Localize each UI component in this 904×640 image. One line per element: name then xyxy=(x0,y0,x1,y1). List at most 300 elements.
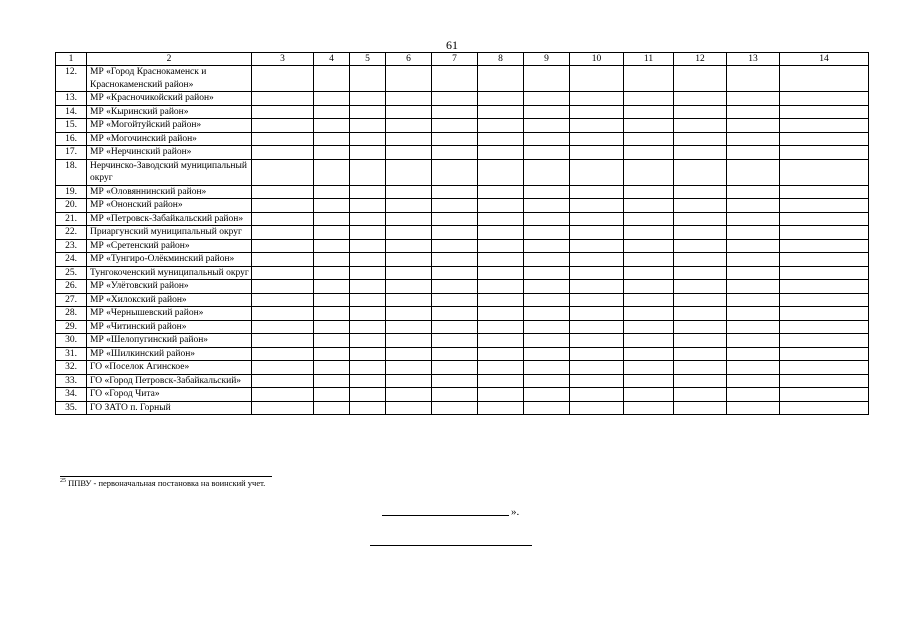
empty-cell xyxy=(624,185,674,199)
empty-cell xyxy=(624,334,674,348)
empty-cell xyxy=(478,132,524,146)
empty-cell xyxy=(570,119,624,133)
table-row xyxy=(56,199,869,213)
empty-cell xyxy=(314,185,350,199)
empty-cell xyxy=(727,119,780,133)
empty-cell xyxy=(386,307,432,321)
empty-cell xyxy=(314,334,350,348)
empty-cell xyxy=(727,132,780,146)
empty-cell xyxy=(252,307,314,321)
table-row xyxy=(56,388,869,402)
empty-cell xyxy=(624,226,674,240)
empty-cell xyxy=(478,92,524,106)
table-row xyxy=(56,132,869,146)
empty-cell xyxy=(570,307,624,321)
empty-cell xyxy=(674,92,727,106)
empty-cell xyxy=(727,159,780,185)
empty-cell xyxy=(624,253,674,267)
empty-cell xyxy=(432,280,478,294)
column-header: 8 xyxy=(478,53,524,66)
empty-cell xyxy=(350,146,386,160)
empty-cell xyxy=(674,293,727,307)
empty-cell xyxy=(478,253,524,267)
row-number: 21. xyxy=(56,212,87,226)
row-number: 34. xyxy=(56,388,87,402)
empty-cell xyxy=(524,388,570,402)
empty-cell xyxy=(780,293,869,307)
table-row xyxy=(56,374,869,388)
empty-cell xyxy=(252,146,314,160)
empty-cell xyxy=(524,334,570,348)
empty-cell xyxy=(674,239,727,253)
empty-cell xyxy=(570,159,624,185)
empty-cell xyxy=(350,185,386,199)
empty-cell xyxy=(314,226,350,240)
row-number: 12. xyxy=(56,66,87,92)
empty-cell xyxy=(727,401,780,415)
empty-cell xyxy=(314,146,350,160)
empty-cell xyxy=(524,266,570,280)
closing-quote: ». xyxy=(511,506,520,518)
empty-cell xyxy=(314,239,350,253)
table-row xyxy=(56,146,869,160)
row-number: 35. xyxy=(56,401,87,415)
empty-cell xyxy=(780,280,869,294)
empty-cell xyxy=(432,266,478,280)
empty-cell xyxy=(478,334,524,348)
empty-cell xyxy=(478,199,524,213)
empty-cell xyxy=(674,185,727,199)
empty-cell xyxy=(314,212,350,226)
municipality-name: ГО «Город Чита» xyxy=(87,388,252,402)
table-row xyxy=(56,266,869,280)
empty-cell xyxy=(624,92,674,106)
empty-cell xyxy=(478,105,524,119)
empty-cell xyxy=(478,374,524,388)
empty-cell xyxy=(780,253,869,267)
empty-cell xyxy=(727,105,780,119)
empty-cell xyxy=(624,361,674,375)
municipality-name: МР «Шелопугинский район» xyxy=(87,334,252,348)
municipality-name: Приаргунский муниципальный округ xyxy=(87,226,252,240)
empty-cell xyxy=(432,401,478,415)
table-row xyxy=(56,401,869,415)
empty-cell xyxy=(432,388,478,402)
empty-cell xyxy=(478,239,524,253)
empty-cell xyxy=(624,146,674,160)
empty-cell xyxy=(314,199,350,213)
row-number: 19. xyxy=(56,185,87,199)
empty-cell xyxy=(386,374,432,388)
table-row xyxy=(56,253,869,267)
row-number: 13. xyxy=(56,92,87,106)
empty-cell xyxy=(432,239,478,253)
empty-cell xyxy=(478,212,524,226)
row-number: 22. xyxy=(56,226,87,240)
empty-cell xyxy=(386,334,432,348)
empty-cell xyxy=(674,119,727,133)
empty-cell xyxy=(432,132,478,146)
empty-cell xyxy=(386,320,432,334)
column-header: 2 xyxy=(87,53,252,66)
empty-cell xyxy=(674,132,727,146)
column-header: 11 xyxy=(624,53,674,66)
empty-cell xyxy=(478,347,524,361)
empty-cell xyxy=(252,347,314,361)
empty-cell xyxy=(386,92,432,106)
empty-cell xyxy=(432,334,478,348)
empty-cell xyxy=(350,334,386,348)
row-number: 20. xyxy=(56,199,87,213)
empty-cell xyxy=(478,66,524,92)
municipality-name: МР «Нерчинский район» xyxy=(87,146,252,160)
column-header: 1 xyxy=(56,53,87,66)
empty-cell xyxy=(780,199,869,213)
empty-cell xyxy=(252,66,314,92)
empty-cell xyxy=(350,253,386,267)
municipality-name: МР «Шилкинский район» xyxy=(87,347,252,361)
empty-cell xyxy=(350,293,386,307)
table-row xyxy=(56,159,869,185)
column-header: 4 xyxy=(314,53,350,66)
municipality-name: МР «Сретенский район» xyxy=(87,239,252,253)
row-number: 31. xyxy=(56,347,87,361)
empty-cell xyxy=(386,266,432,280)
empty-cell xyxy=(314,253,350,267)
column-header: 13 xyxy=(727,53,780,66)
empty-cell xyxy=(624,401,674,415)
empty-cell xyxy=(570,401,624,415)
empty-cell xyxy=(314,280,350,294)
empty-cell xyxy=(524,212,570,226)
empty-cell xyxy=(350,280,386,294)
empty-cell xyxy=(314,92,350,106)
municipality-name: Нерчинско-Заводский муниципальный округ xyxy=(87,159,252,185)
empty-cell xyxy=(252,185,314,199)
empty-cell xyxy=(780,374,869,388)
table-row xyxy=(56,280,869,294)
empty-cell xyxy=(727,185,780,199)
empty-cell xyxy=(780,226,869,240)
empty-cell xyxy=(478,266,524,280)
empty-cell xyxy=(624,266,674,280)
empty-cell xyxy=(314,320,350,334)
empty-cell xyxy=(314,307,350,321)
municipality-name: МР «Хилокский район» xyxy=(87,293,252,307)
empty-cell xyxy=(252,280,314,294)
empty-cell xyxy=(350,92,386,106)
empty-cell xyxy=(432,361,478,375)
row-number: 16. xyxy=(56,132,87,146)
empty-cell xyxy=(780,159,869,185)
empty-cell xyxy=(727,239,780,253)
empty-cell xyxy=(780,185,869,199)
empty-cell xyxy=(624,320,674,334)
municipality-name: ГО «Поселок Агинское» xyxy=(87,361,252,375)
empty-cell xyxy=(524,185,570,199)
row-number: 14. xyxy=(56,105,87,119)
empty-cell xyxy=(524,159,570,185)
empty-cell xyxy=(350,307,386,321)
empty-cell xyxy=(780,119,869,133)
empty-cell xyxy=(432,105,478,119)
table-header-row xyxy=(56,53,869,66)
empty-cell xyxy=(624,307,674,321)
empty-cell xyxy=(478,226,524,240)
empty-cell xyxy=(386,146,432,160)
empty-cell xyxy=(386,185,432,199)
empty-cell xyxy=(478,361,524,375)
empty-cell xyxy=(624,347,674,361)
empty-cell xyxy=(252,132,314,146)
row-number: 24. xyxy=(56,253,87,267)
empty-cell xyxy=(727,361,780,375)
empty-cell xyxy=(252,105,314,119)
empty-cell xyxy=(780,401,869,415)
empty-cell xyxy=(674,374,727,388)
empty-cell xyxy=(524,280,570,294)
footnote xyxy=(60,478,265,488)
empty-cell xyxy=(524,239,570,253)
report-table xyxy=(55,52,869,415)
empty-cell xyxy=(350,212,386,226)
empty-cell xyxy=(674,253,727,267)
empty-cell xyxy=(624,132,674,146)
column-header: 14 xyxy=(780,53,869,66)
empty-cell xyxy=(432,307,478,321)
empty-cell xyxy=(524,226,570,240)
empty-cell xyxy=(386,212,432,226)
municipality-name: МР «Улётовский район» xyxy=(87,280,252,294)
empty-cell xyxy=(674,199,727,213)
empty-cell xyxy=(314,66,350,92)
empty-cell xyxy=(727,293,780,307)
empty-cell xyxy=(314,132,350,146)
empty-cell xyxy=(524,401,570,415)
empty-cell xyxy=(252,253,314,267)
table-row xyxy=(56,226,869,240)
municipality-name: ГО «Город Петровск-Забайкальский» xyxy=(87,374,252,388)
row-number: 18. xyxy=(56,159,87,185)
row-number: 25. xyxy=(56,266,87,280)
empty-cell xyxy=(570,132,624,146)
empty-cell xyxy=(780,92,869,106)
municipality-name: МР «Могойтуйский район» xyxy=(87,119,252,133)
empty-cell xyxy=(624,199,674,213)
empty-cell xyxy=(314,401,350,415)
page-number: 61 xyxy=(446,38,458,52)
empty-cell xyxy=(478,185,524,199)
empty-cell xyxy=(432,347,478,361)
empty-cell xyxy=(386,401,432,415)
empty-cell xyxy=(780,334,869,348)
empty-cell xyxy=(314,388,350,402)
empty-cell xyxy=(570,239,624,253)
empty-cell xyxy=(570,320,624,334)
empty-cell xyxy=(478,280,524,294)
table-row xyxy=(56,185,869,199)
empty-cell xyxy=(386,280,432,294)
empty-cell xyxy=(624,119,674,133)
column-header: 3 xyxy=(252,53,314,66)
empty-cell xyxy=(570,374,624,388)
column-header: 6 xyxy=(386,53,432,66)
empty-cell xyxy=(432,185,478,199)
empty-cell xyxy=(570,146,624,160)
empty-cell xyxy=(780,239,869,253)
empty-cell xyxy=(674,320,727,334)
empty-cell xyxy=(624,293,674,307)
empty-cell xyxy=(252,293,314,307)
empty-cell xyxy=(524,119,570,133)
empty-cell xyxy=(432,253,478,267)
empty-cell xyxy=(478,307,524,321)
empty-cell xyxy=(624,66,674,92)
municipality-name: МР «Могочинский район» xyxy=(87,132,252,146)
column-header: 5 xyxy=(350,53,386,66)
empty-cell xyxy=(350,374,386,388)
row-number: 28. xyxy=(56,307,87,321)
empty-cell xyxy=(570,253,624,267)
empty-cell xyxy=(252,388,314,402)
empty-cell xyxy=(780,146,869,160)
empty-cell xyxy=(252,159,314,185)
empty-cell xyxy=(570,293,624,307)
empty-cell xyxy=(727,374,780,388)
row-number: 23. xyxy=(56,239,87,253)
row-number: 26. xyxy=(56,280,87,294)
empty-cell xyxy=(432,146,478,160)
empty-cell xyxy=(350,361,386,375)
empty-cell xyxy=(727,199,780,213)
empty-cell xyxy=(780,66,869,92)
table-row xyxy=(56,212,869,226)
empty-cell xyxy=(432,293,478,307)
empty-cell xyxy=(432,66,478,92)
empty-cell xyxy=(624,212,674,226)
empty-cell xyxy=(674,226,727,240)
empty-cell xyxy=(350,320,386,334)
row-number: 27. xyxy=(56,293,87,307)
empty-cell xyxy=(252,266,314,280)
empty-cell xyxy=(386,239,432,253)
table-row xyxy=(56,347,869,361)
row-number: 15. xyxy=(56,119,87,133)
empty-cell xyxy=(524,307,570,321)
empty-cell xyxy=(570,185,624,199)
table-row xyxy=(56,239,869,253)
empty-cell xyxy=(674,280,727,294)
empty-cell xyxy=(674,361,727,375)
empty-cell xyxy=(570,226,624,240)
empty-cell xyxy=(524,199,570,213)
empty-cell xyxy=(674,401,727,415)
municipality-name: МР «Петровск-Забайкальский район» xyxy=(87,212,252,226)
column-header: 7 xyxy=(432,53,478,66)
empty-cell xyxy=(727,66,780,92)
empty-cell xyxy=(252,92,314,106)
empty-cell xyxy=(524,105,570,119)
empty-cell xyxy=(350,199,386,213)
municipality-name: Тунгокоченский муниципальный округ xyxy=(87,266,252,280)
empty-cell xyxy=(478,293,524,307)
empty-cell xyxy=(570,212,624,226)
municipality-name: МР «Читинский район» xyxy=(87,320,252,334)
empty-cell xyxy=(350,105,386,119)
empty-cell xyxy=(524,92,570,106)
empty-cell xyxy=(780,307,869,321)
table-row xyxy=(56,307,869,321)
empty-cell xyxy=(478,388,524,402)
empty-cell xyxy=(570,388,624,402)
empty-cell xyxy=(386,388,432,402)
empty-cell xyxy=(350,388,386,402)
empty-cell xyxy=(350,66,386,92)
empty-cell xyxy=(314,119,350,133)
municipality-name: МР «Оловяннинский район» xyxy=(87,185,252,199)
empty-cell xyxy=(350,226,386,240)
empty-cell xyxy=(386,293,432,307)
row-number: 17. xyxy=(56,146,87,160)
empty-cell xyxy=(386,347,432,361)
signature-line-lower xyxy=(370,545,532,546)
footnote-divider xyxy=(60,476,272,477)
empty-cell xyxy=(727,347,780,361)
municipality-name: МР «Тунгиро-Олёкминский район» xyxy=(87,253,252,267)
empty-cell xyxy=(727,388,780,402)
empty-cell xyxy=(386,361,432,375)
column-header: 9 xyxy=(524,53,570,66)
empty-cell xyxy=(524,374,570,388)
empty-cell xyxy=(674,66,727,92)
empty-cell xyxy=(624,374,674,388)
empty-cell xyxy=(432,119,478,133)
table-row xyxy=(56,293,869,307)
table-row xyxy=(56,320,869,334)
empty-cell xyxy=(674,146,727,160)
empty-cell xyxy=(727,253,780,267)
empty-cell xyxy=(478,146,524,160)
empty-cell xyxy=(386,66,432,92)
empty-cell xyxy=(386,253,432,267)
empty-cell xyxy=(570,92,624,106)
empty-cell xyxy=(350,401,386,415)
empty-cell xyxy=(780,320,869,334)
signature-line xyxy=(382,515,509,516)
empty-cell xyxy=(624,388,674,402)
empty-cell xyxy=(570,280,624,294)
empty-cell xyxy=(780,212,869,226)
empty-cell xyxy=(674,388,727,402)
empty-cell xyxy=(252,374,314,388)
empty-cell xyxy=(386,132,432,146)
table-row xyxy=(56,334,869,348)
row-number: 32. xyxy=(56,361,87,375)
empty-cell xyxy=(252,320,314,334)
table-row xyxy=(56,105,869,119)
empty-cell xyxy=(252,361,314,375)
empty-cell xyxy=(252,119,314,133)
empty-cell xyxy=(524,66,570,92)
empty-cell xyxy=(478,119,524,133)
empty-cell xyxy=(524,347,570,361)
empty-cell xyxy=(780,347,869,361)
empty-cell xyxy=(478,401,524,415)
empty-cell xyxy=(524,146,570,160)
empty-cell xyxy=(727,307,780,321)
empty-cell xyxy=(432,159,478,185)
empty-cell xyxy=(350,266,386,280)
